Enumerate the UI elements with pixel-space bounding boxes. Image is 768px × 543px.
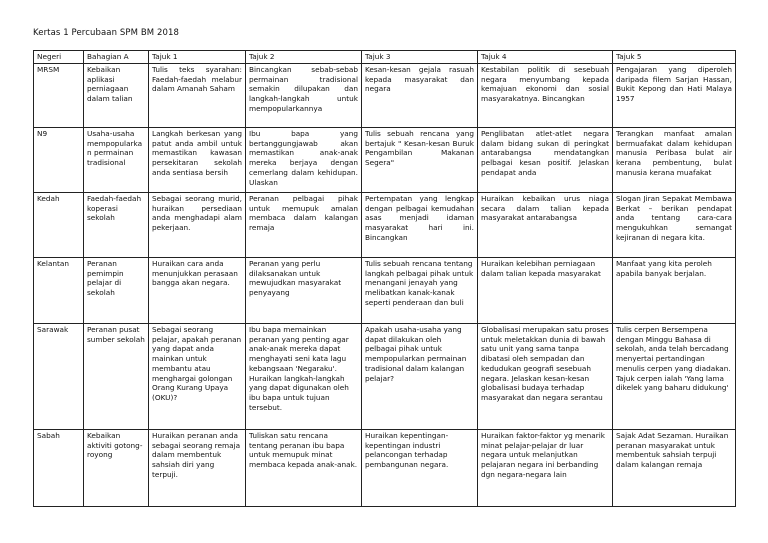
table-cell: Tulis teks syarahan: Faedah-faedah melabur dalam Amanah Saham bbox=[149, 64, 246, 128]
table-row bbox=[34, 430, 736, 507]
table-cell: Sebagai seorang pelajar, apakah peranan yang dapat anda mainkan untuk membantu atau menghargai golongan Orang Kurang Upaya (OKU)? bbox=[149, 324, 246, 430]
table-cell: Huraikan faktor-faktor yg menarik minat pelajar-pelajar dr luar negara untuk melanjutkan pelajaran negara ini berbanding dgn negara-negara lain bbox=[478, 430, 613, 507]
table-cell: Tulis cerpen Bersempena dengan Minggu Bahasa di sekolah, anda telah bercadang menyertai pertandingan menulis cerpen yang diadakan. Tajuk cerpen ialah 'Yang lama dikelek yang baharu didukung' bbox=[613, 324, 736, 430]
document-title: Kertas 1 Percubaan SPM BM 2018 bbox=[33, 28, 180, 38]
table-cell: Ibu bapa memainkan peranan yang penting agar anak-anak mereka dapat menghayati seni kata lagu kebangsaan 'Negaraku'. Huraikan langkah-langkah yang dapat digunakan oleh ibu bapa untuk tujuan tersebut. bbox=[246, 324, 362, 430]
header-cell: Tajuk 1 bbox=[149, 51, 246, 64]
table-cell: Globalisasi merupakan satu proses untuk meletakkan dunia di bawah satu unit yang sama tanpa dibatasi oleh sempadan dan kedudukan geografi sesebuah negara. Jelaskan kesan-kesan globalisasi budaya terhadap masyarakat dan negara serantau bbox=[478, 324, 613, 430]
table-cell: Huraikan kepentingan-kepentingan industri pelancongan terhadap pembangunan negara. bbox=[362, 430, 478, 507]
table-cell: Sebagai seorang murid, huraikan persediaan anda menghadapi alam pekerjaan. bbox=[149, 193, 246, 258]
table-cell: Peranan pusat sumber sekolah bbox=[84, 324, 149, 430]
state-cell: Sarawak bbox=[34, 324, 84, 430]
table-cell: Ibu bapa yang bertanggungjawab akan memastikan anak-anak mereka berjaya dengan cemerlang dalam kehidupan. Ulaskan bbox=[246, 128, 362, 193]
header-cell: Tajuk 4 bbox=[478, 51, 613, 64]
table-cell: Huraikan peranan anda sebagai seorang remaja dalam membentuk sahsiah diri yang terpuji. bbox=[149, 430, 246, 507]
table-row bbox=[34, 193, 736, 258]
table-cell: Peranan pelbagai pihak untuk memupuk amalan membaca dalam kalangan remaja bbox=[246, 193, 362, 258]
table-cell: Peranan pemimpin pelajar di sekolah bbox=[84, 258, 149, 324]
table-cell: Kestabilan politik di sesebuah negara menyumbang kepada kemajuan ekonomi dan sosial masyarakatnya. Bincangkan bbox=[478, 64, 613, 128]
table-cell: Peranan yang perlu dilaksanakan untuk mewujudkan masyarakat penyayang bbox=[246, 258, 362, 324]
table-cell: Usaha-usaha mempopularkan permainan tradisional bbox=[84, 128, 149, 193]
table-header-row bbox=[34, 51, 736, 64]
state-cell: N9 bbox=[34, 128, 84, 193]
table-cell: Terangkan manfaat amalan bermuafakat dalam kehidupan manusia Peribasa bulat air kerana pembentung, bulat manusia kerana muafakat bbox=[613, 128, 736, 193]
table-row bbox=[34, 324, 736, 430]
exam-topics-table bbox=[33, 50, 736, 507]
table-cell: Tulis sebuah rencana yang bertajuk " Kesan-kesan Buruk Pengambilan Makanan Segera" bbox=[362, 128, 478, 193]
table-cell: Faedah-faedah koperasi sekolah bbox=[84, 193, 149, 258]
table-row bbox=[34, 258, 736, 324]
table-cell: Pengajaran yang diperoleh daripada filem Sarjan Hassan, Bukit Kepong dan Hati Malaya 1957 bbox=[613, 64, 736, 128]
table-cell: Huraikan kebaikan urus niaga secara dalam talian kepada masyarakat antarabangsa bbox=[478, 193, 613, 258]
table-cell: Slogan Jiran Sepakat Membawa Berkat – berikan pendapat anda tentang cara-cara mengukuhkan semangat kejiranan di negara kita. bbox=[613, 193, 736, 258]
state-cell: Sabah bbox=[34, 430, 84, 507]
header-cell: Bahagian A bbox=[84, 51, 149, 64]
header-cell: Tajuk 5 bbox=[613, 51, 736, 64]
table-row bbox=[34, 64, 736, 128]
table-row bbox=[34, 128, 736, 193]
table-cell: Langkah berkesan yang patut anda ambil untuk memastikan kawasan persekitaran sekolah anda sentiasa bersih bbox=[149, 128, 246, 193]
header-cell: Negeri bbox=[34, 51, 84, 64]
table-cell: Tulis sebuah rencana tentang langkah pelbagai pihak untuk menangani jenayah yang melibatkan kanak-kanak seperti penderaan dan buli bbox=[362, 258, 478, 324]
table-cell: Tuliskan satu rencana tentang peranan ibu bapa untuk memupuk minat membaca kepada anak-anak. bbox=[246, 430, 362, 507]
table-cell: Penglibatan atlet-atlet negara dalam bidang sukan di peringkat antarabangsa mendatangkan pelbagai kesan positif. Jelaskan pendapat anda bbox=[478, 128, 613, 193]
header-cell: Tajuk 2 bbox=[246, 51, 362, 64]
state-cell: Kedah bbox=[34, 193, 84, 258]
table-cell: Kesan-kesan gejala rasuah kepada masyarakat dan negara bbox=[362, 64, 478, 128]
header-cell: Tajuk 3 bbox=[362, 51, 478, 64]
state-cell: Kelantan bbox=[34, 258, 84, 324]
table-cell: Sajak Adat Sezaman. Huraikan peranan masyarakat untuk membentuk sahsiah terpuji dalam kalangan remaja bbox=[613, 430, 736, 507]
table-cell: Pertempatan yang lengkap dengan pelbagai kemudahan asas menjadi idaman masyarakat hari ini. Bincangkan bbox=[362, 193, 478, 258]
table-cell: Kebaikan aktiviti gotong-royong bbox=[84, 430, 149, 507]
table-cell: Kebaikan aplikasi perniagaan dalam talian bbox=[84, 64, 149, 128]
table-cell: Huraikan kelebihan perniagaan dalam talian kepada masyarakat bbox=[478, 258, 613, 324]
table-cell: Manfaat yang kita peroleh apabila banyak berjalan. bbox=[613, 258, 736, 324]
table-cell: Huraikan cara anda menunjukkan perasaan bangga akan negara. bbox=[149, 258, 246, 324]
state-cell: MRSM bbox=[34, 64, 84, 128]
table-cell: Apakah usaha-usaha yang dapat dilakukan oleh pelbagai pihak untuk mempopularkan permainan tradisional dalam kalangan pelajar? bbox=[362, 324, 478, 430]
table-cell: Bincangkan sebab-sebab permainan tradisional semakin dilupakan dan langkah-langkah untuk mempopularkannya bbox=[246, 64, 362, 128]
